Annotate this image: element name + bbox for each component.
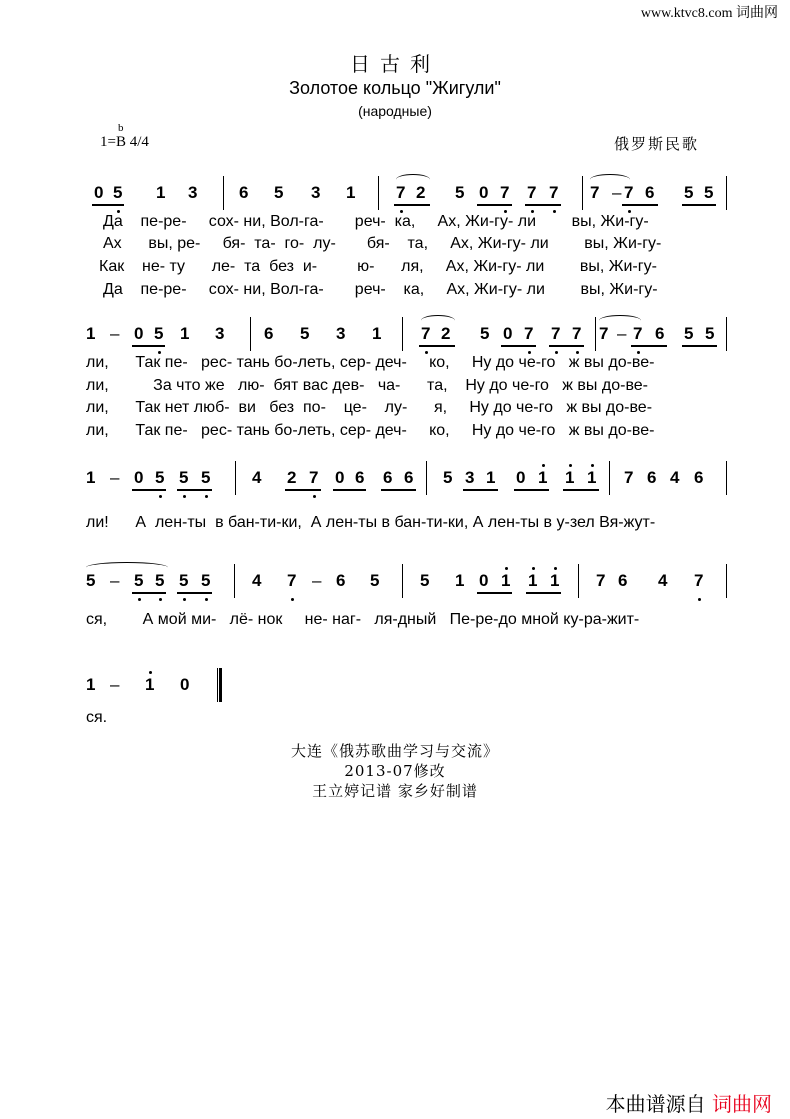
- note: 0: [94, 183, 104, 202]
- barline: [595, 317, 596, 351]
- octave-dot: [569, 464, 572, 467]
- beam: [682, 204, 716, 206]
- dash: –: [110, 571, 120, 590]
- note: 1: [501, 571, 511, 590]
- beam: [177, 592, 212, 594]
- lyric-line: ли, За что же лю- бят вас дев- ча- та, Ну до че-го ж вы до-ве-: [86, 377, 648, 394]
- notation-line: [0, 570, 790, 600]
- beam: [394, 204, 430, 206]
- lyric-line: Как не- ту ле- та без и- ю- ля, Ах, Жи-гу- ли вы, Жи-гу-: [99, 258, 657, 275]
- octave-dot: [138, 598, 141, 601]
- octave-dot: [542, 464, 545, 467]
- key-signature-text: 1=B 4/4: [100, 134, 149, 150]
- note: 2: [416, 183, 426, 202]
- note: 6: [645, 183, 655, 202]
- flat-sign: b: [118, 122, 124, 134]
- note: 5: [154, 324, 164, 343]
- note: 4: [252, 468, 262, 487]
- octave-dot: [159, 495, 162, 498]
- beam: [132, 345, 165, 347]
- note: 0: [180, 675, 190, 694]
- lyric-line: ли! А лен-ты в бан-ти-ки, А лен-ты в бан-ти-ки, А лен-ты в у-зел Вя-жут-: [86, 514, 656, 531]
- octave-dot: [149, 671, 152, 674]
- notation-line: [0, 323, 790, 353]
- note: 2: [287, 468, 297, 487]
- note: 4: [670, 468, 680, 487]
- note: 7: [549, 183, 559, 202]
- credit-line: 王立婷记谱 家乡好制谱: [312, 782, 478, 800]
- beam: [549, 345, 584, 347]
- barline: [726, 176, 727, 210]
- note: 7: [524, 324, 534, 343]
- notation-line: [0, 674, 790, 704]
- note: 5: [705, 324, 715, 343]
- note: 1: [455, 571, 465, 590]
- note: 1: [156, 183, 166, 202]
- note: 7: [596, 571, 606, 590]
- beam: [526, 592, 561, 594]
- note: 3: [465, 468, 475, 487]
- note: 0: [479, 183, 489, 202]
- note: 3: [215, 324, 225, 343]
- note: 7: [527, 183, 537, 202]
- octave-dot: [313, 495, 316, 498]
- note: 4: [252, 571, 262, 590]
- barline: [726, 317, 727, 351]
- barline: [250, 317, 251, 351]
- site-url: www.ktvc8.com 词曲网: [640, 6, 778, 21]
- beam: [285, 489, 321, 491]
- note: 5: [704, 183, 714, 202]
- note: 0: [503, 324, 513, 343]
- note: 5: [179, 571, 189, 590]
- barline: [378, 176, 379, 210]
- note: 5: [113, 183, 123, 202]
- note: 0: [335, 468, 345, 487]
- note: 1: [538, 468, 548, 487]
- final-barline: [217, 668, 222, 702]
- note: 6: [404, 468, 414, 487]
- note: 7: [599, 324, 609, 343]
- octave-dot: [505, 567, 508, 570]
- footer-brand-link[interactable]: 词曲网: [712, 1092, 772, 1116]
- beam: [463, 489, 498, 491]
- note: 5: [684, 324, 694, 343]
- note: 7: [624, 183, 634, 202]
- key-signature: [100, 122, 149, 151]
- beam: [477, 592, 512, 594]
- octave-dot: [159, 598, 162, 601]
- note: 6: [355, 468, 365, 487]
- note: 1: [486, 468, 496, 487]
- footer-text: 本曲谱源自: [605, 1092, 706, 1116]
- beam: [381, 489, 416, 491]
- beam: [682, 345, 717, 347]
- note: 7: [633, 324, 643, 343]
- note: 7: [590, 183, 600, 202]
- note: 5: [201, 571, 211, 590]
- note: 7: [624, 468, 634, 487]
- beam: [333, 489, 366, 491]
- credit-line: 2013-07修改: [344, 762, 446, 780]
- beam: [622, 204, 658, 206]
- beam: [514, 489, 549, 491]
- note: 1: [528, 571, 538, 590]
- note: 0: [516, 468, 526, 487]
- note: 6: [618, 571, 628, 590]
- note: 0: [479, 571, 489, 590]
- beam: [132, 592, 166, 594]
- barline: [582, 176, 583, 210]
- note: 1: [86, 675, 96, 694]
- notation-line: [0, 467, 790, 497]
- note: 4: [658, 571, 668, 590]
- lyric-line: Ах вы, ре- бя- та- го- лу- бя- та, Ах, Жи-гу- ли вы, Жи-гу-: [103, 235, 662, 252]
- octave-dot: [532, 567, 535, 570]
- note: 6: [647, 468, 657, 487]
- octave-dot: [205, 495, 208, 498]
- note: 1: [550, 571, 560, 590]
- song-title-russian: Золотое кольцо "Жигули": [289, 78, 501, 98]
- lyric-line: ся.: [86, 709, 108, 726]
- lyric-line: Да пе-ре- сох- ни, Вол-га- реч- ка, Ах, Жи-гу- ли вы, Жи-гу-: [103, 213, 649, 230]
- note: 0: [134, 468, 144, 487]
- note: 6: [239, 183, 249, 202]
- note: 1: [145, 675, 155, 694]
- note: 5: [370, 571, 380, 590]
- dash: –: [617, 324, 627, 343]
- note: 5: [300, 324, 310, 343]
- beam: [177, 489, 212, 491]
- barline: [726, 564, 727, 598]
- note: 7: [396, 183, 406, 202]
- note: 7: [572, 324, 582, 343]
- note: 5: [455, 183, 465, 202]
- lyric-line: ли, Так пе- рес- тань бо-леть, сер- деч- ко, Ну до че-го ж вы до-ве-: [86, 354, 655, 371]
- beam: [92, 204, 124, 206]
- lyric-line: ли, Так нет люб- ви без по- це- лу- я, Ну до че-го ж вы до-ве-: [86, 399, 653, 416]
- note: 6: [264, 324, 274, 343]
- note: 5: [420, 571, 430, 590]
- note: 7: [551, 324, 561, 343]
- note: 1: [587, 468, 597, 487]
- beam: [419, 345, 455, 347]
- note: 7: [421, 324, 431, 343]
- note: 6: [336, 571, 346, 590]
- beam: [563, 489, 599, 491]
- page-title: 日古利: [350, 52, 440, 76]
- note: 5: [480, 324, 490, 343]
- note: 2: [441, 324, 451, 343]
- dash: –: [110, 468, 120, 487]
- barline: [402, 317, 403, 351]
- barline: [578, 564, 579, 598]
- note: 5: [443, 468, 453, 487]
- barline: [402, 564, 403, 598]
- note: 1: [86, 324, 96, 343]
- note: 6: [694, 468, 704, 487]
- beam: [132, 489, 166, 491]
- note: 3: [311, 183, 321, 202]
- note: 3: [336, 324, 346, 343]
- lyric-line: Да пе-ре- сох- ни, Вол-га- реч- ка, Ах, Жи-гу- ли вы, Жи-гу-: [103, 281, 658, 298]
- barline: [726, 461, 727, 495]
- dash: –: [110, 675, 120, 694]
- barline: [223, 176, 224, 210]
- octave-dot: [183, 495, 186, 498]
- dash: –: [312, 571, 322, 590]
- beam: [477, 204, 512, 206]
- note: 1: [180, 324, 190, 343]
- note: 5: [155, 571, 165, 590]
- note: 6: [655, 324, 665, 343]
- barline: [234, 564, 235, 598]
- octave-dot: [591, 464, 594, 467]
- note: 7: [694, 571, 704, 590]
- dash: –: [612, 183, 622, 202]
- note: 5: [684, 183, 694, 202]
- note: 7: [287, 571, 297, 590]
- note: 1: [565, 468, 575, 487]
- footer-source: [606, 1088, 772, 1117]
- octave-dot: [554, 567, 557, 570]
- note: 5: [155, 468, 165, 487]
- beam: [631, 345, 667, 347]
- note: 7: [309, 468, 319, 487]
- octave-dot: [291, 598, 294, 601]
- note: 1: [346, 183, 356, 202]
- note: 5: [134, 571, 144, 590]
- octave-dot: [698, 598, 701, 601]
- notation-line: [0, 182, 790, 212]
- note: 5: [201, 468, 211, 487]
- beam: [501, 345, 536, 347]
- barline: [235, 461, 236, 495]
- note: 7: [500, 183, 510, 202]
- lyric-line: ли, Так пе- рес- тань бо-леть, сер- деч- ко, Ну до че-го ж вы до-ве-: [86, 422, 655, 439]
- note: 6: [383, 468, 393, 487]
- octave-dot: [205, 598, 208, 601]
- note: 3: [188, 183, 198, 202]
- lyric-line: ся, А мой ми- лё- нок не- наг- ля-дный Пе-ре-до мной ку-ра-жит-: [86, 611, 640, 628]
- credit-line: 大连《俄苏歌曲学习与交流》: [290, 742, 499, 760]
- note: 0: [134, 324, 144, 343]
- note: 1: [372, 324, 382, 343]
- note: 5: [86, 571, 96, 590]
- note: 5: [274, 183, 284, 202]
- dash: –: [110, 324, 120, 343]
- barline: [609, 461, 610, 495]
- song-origin: 俄罗斯民歌: [614, 135, 700, 153]
- beam: [525, 204, 561, 206]
- note: 1: [86, 468, 96, 487]
- octave-dot: [183, 598, 186, 601]
- note: 5: [179, 468, 189, 487]
- song-subtitle: (народные): [358, 103, 432, 119]
- barline: [426, 461, 427, 495]
